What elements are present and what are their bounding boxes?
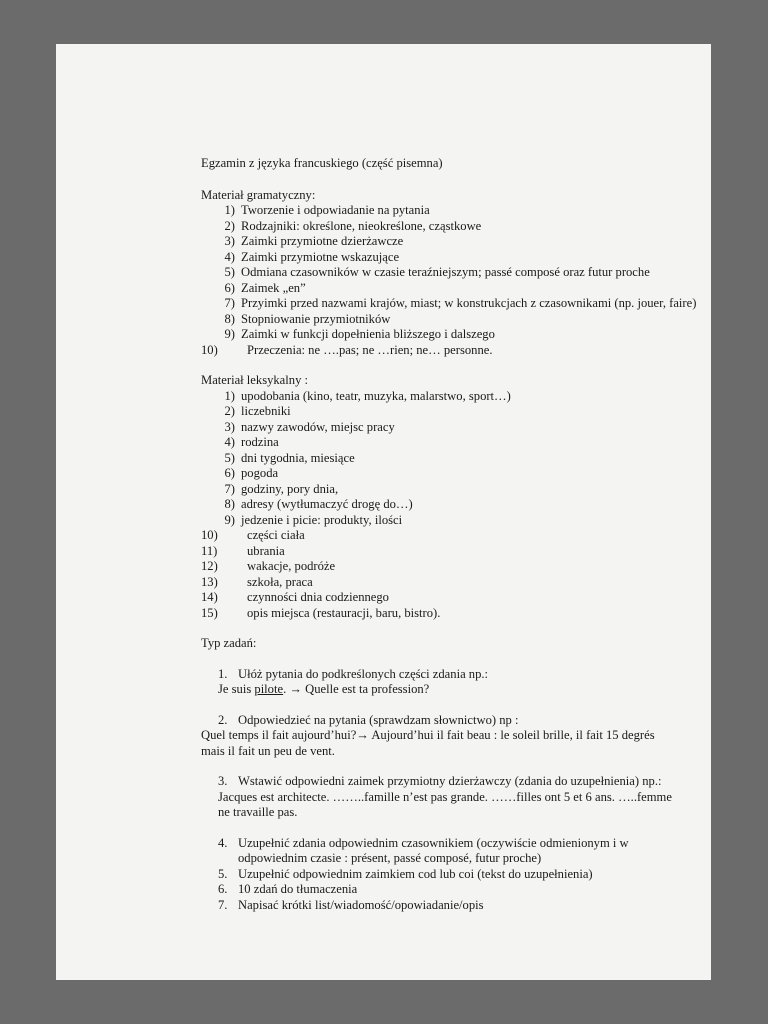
page-title: Egzamin z języka francuskiego (część pisemna) (201, 156, 443, 170)
list-item: 13) szkoła, praca (201, 574, 313, 589)
task-6: 6. 10 zdań do tłumaczenia (218, 882, 358, 896)
list-item: 10) części ciała (201, 528, 305, 542)
list-item: 7) godziny, pory dnia, (224, 481, 339, 496)
list-item: 8) adresy (wytłumaczyć drogę do…) (224, 497, 413, 511)
task-2: 2. Odpowiedzieć na pytania (sprawdzam słownictwo) np : Quel temps il fait aujourd’hui?→ Aujourd’hui il fait beau : le soleil brille, il fait 15 degrés mais il fait un peu de vent. (218, 713, 721, 760)
list-item: 6) Zaimek „en” (224, 280, 306, 295)
list-item: 15) opis miejsca (restauracji, baru, bistro). (201, 605, 441, 620)
list-item: 4) rodzina (224, 435, 279, 449)
list-item: 3) nazwy zawodów, miejsc pracy (224, 419, 395, 434)
list-item: 1) upodobania (kino, teatr, muzyka, malarstwo, sport…) (224, 388, 511, 403)
task-5: 5. Uzupełnić odpowiednim zaimkiem cod lub coi (tekst do uzupełnienia) (218, 866, 593, 881)
grammar-list (201, 203, 721, 358)
task-3: 3. Wstawić odpowiedni zaimek przymiotny dzierżawczy (zdania do uzupełnienia) np.: Jacques est architecte. ……..famille n’est pas grande. ……filles ont 5 et 6 ans. …..femme ne travaille pas. (218, 774, 721, 821)
lexical-list (201, 389, 721, 622)
tasks-heading: Typ zadań: (201, 636, 257, 650)
list-item: 14) czynności dnia codziennego (201, 590, 389, 604)
task-2-example-line-1: Quel temps il fait aujourd’hui?→ Aujourd’hui il fait beau : le soleil brille, il fait 15 degrés (201, 728, 655, 742)
task-1-example: Je suis pilote. → Quelle est ta profession? (218, 682, 430, 696)
grammar-heading: Materiał gramatyczny: (201, 187, 316, 202)
list-item: 10) Przeczenia: ne ….pas; ne …rien; ne… personne. (201, 342, 493, 357)
task-3-example-line-1: Jacques est architecte. ……..famille n’est pas grande. ……filles ont 5 et 6 ans. …..femme (218, 789, 672, 804)
list-item: 7) Przyimki przed nazwami krajów, miast; w konstrukcjach z czasownikami (np. jouer, faire) (224, 296, 697, 310)
list-item: 6) pogoda (224, 466, 279, 480)
list-item: 11) ubrania (201, 543, 285, 558)
task-3-example-line-2: ne travaille pas. (218, 805, 298, 819)
list-item: 5) dni tygodnia, miesiące (224, 450, 355, 465)
list-item: 9) Zaimki w funkcji dopełnienia bliższego i dalszego (224, 327, 495, 341)
task-4: 4. Uzupełnić zdania odpowiednim czasownikiem (oczywiście odmienionym i w odpowiednim czasie : présent, passé composé, futur proche) (218, 835, 629, 865)
task-2-example-line-2: mais il fait un peu de vent. (201, 743, 335, 758)
task-7: 7. Napisać krótki list/wiadomość/opowiadanie/opis (218, 897, 484, 912)
list-item: 3) Zaimki przymiotne dzierżawcze (224, 234, 404, 248)
list-item: 1) Tworzenie i odpowiadanie na pytania (224, 203, 430, 217)
lexical-heading: Materiał leksykalny : (201, 373, 309, 387)
list-item: 2) Rodzajniki: określone, nieokreślone, cząstkowe (224, 218, 482, 233)
list-item: 2) liczebniki (224, 404, 291, 418)
list-item: 5) Odmiana czasowników w czasie teraźniejszym; passé composé oraz futur proche (224, 265, 650, 279)
list-item: 4) Zaimki przymiotne wskazujące (224, 249, 400, 264)
task-1: 1. Ułóż pytania do podkreślonych części zdania np.: Je suis pilote. → Quelle est ta profession? (218, 667, 721, 698)
list-item: 12) wakacje, podróże (201, 559, 336, 573)
scanned-page (56, 44, 711, 980)
document-body (201, 156, 721, 913)
list-item: 9) jedzenie i picie: produkty, ilości (224, 512, 403, 527)
list-item: 8) Stopniowanie przymiotników (224, 311, 391, 326)
